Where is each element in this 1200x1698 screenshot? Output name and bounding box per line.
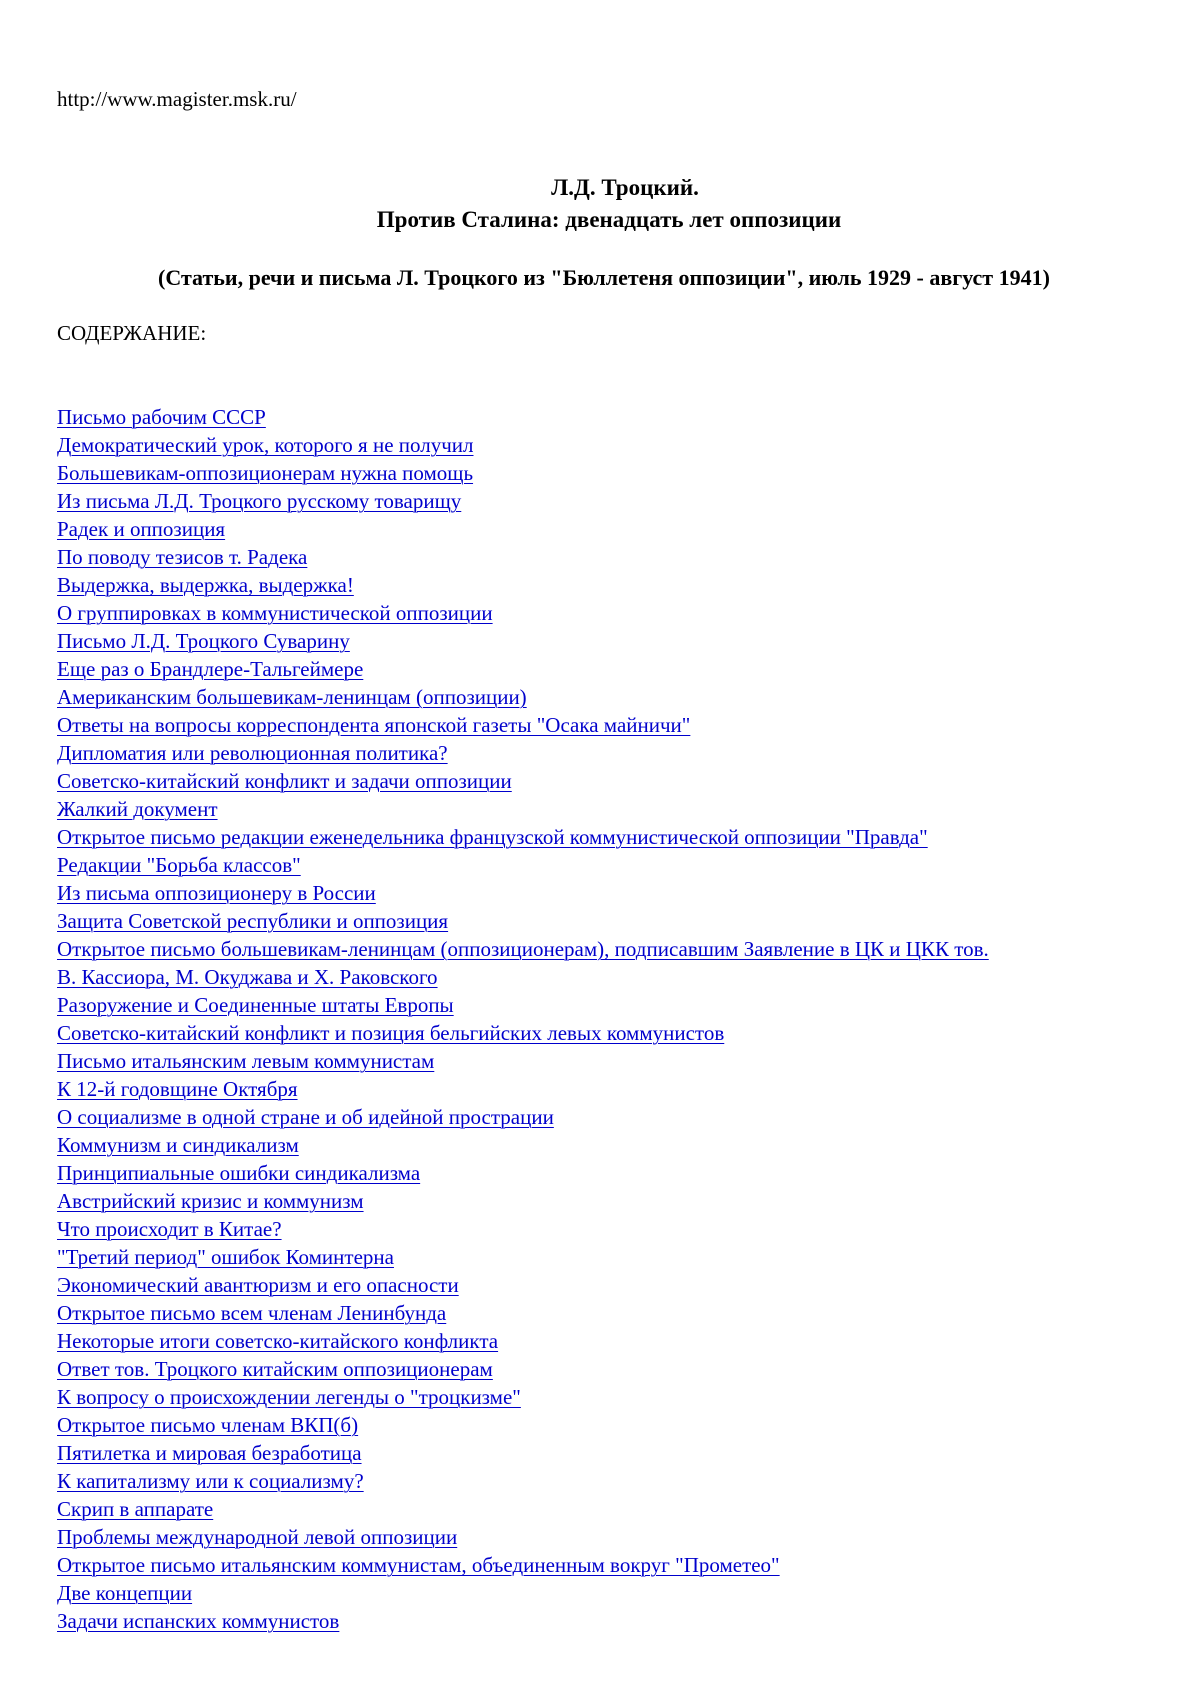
toc-link[interactable]: Письмо Л.Д. Троцкого Суварину (57, 629, 350, 653)
toc-item (57, 795, 1167, 823)
author-heading: Л.Д. Троцкий. (0, 174, 1200, 202)
toc-link[interactable]: Открытое письмо членам ВКП(б) (57, 1413, 358, 1437)
toc-item (57, 1383, 1167, 1411)
toc-link[interactable]: По поводу тезисов т. Радека (57, 545, 307, 569)
toc-link[interactable]: Открытое письмо итальянским коммунистам, объединенным вокруг "Прометео" (57, 1553, 780, 1577)
toc-item (57, 459, 1167, 487)
toc-item (57, 1243, 1167, 1271)
toc-item (57, 1019, 1167, 1047)
toc-item (57, 543, 1167, 571)
toc-link[interactable]: Ответ тов. Троцкого китайским оппозиционерам (57, 1357, 493, 1381)
toc-item (57, 431, 1167, 459)
toc-item (57, 683, 1167, 711)
toc-item (57, 767, 1167, 795)
toc-link[interactable]: Проблемы международной левой оппозиции (57, 1525, 457, 1549)
toc-item (57, 1607, 1167, 1635)
toc-item (57, 1299, 1167, 1327)
book-title: Против Сталина: двенадцать лет оппозиции (0, 206, 1200, 234)
toc-link[interactable]: Демократический урок, которого я не получил (57, 433, 473, 457)
toc-item (57, 1187, 1167, 1215)
toc-link[interactable]: Пятилетка и мировая безработица (57, 1441, 362, 1465)
toc-link[interactable]: В. Кассиора, М. Окуджава и Х. Раковского (57, 965, 438, 989)
toc-item (57, 1551, 1167, 1579)
table-of-contents (57, 403, 1167, 1635)
toc-item (57, 1103, 1167, 1131)
toc-link[interactable]: Письмо рабочим СССР (57, 405, 266, 429)
toc-link[interactable]: Из письма оппозиционеру в России (57, 881, 376, 905)
toc-item (57, 571, 1167, 599)
toc-link[interactable]: К 12-й годовщине Октября (57, 1077, 298, 1101)
toc-link[interactable]: Две концепции (57, 1581, 192, 1605)
toc-link[interactable]: Письмо итальянским левым коммунистам (57, 1049, 434, 1073)
toc-link[interactable]: Открытое письмо редакции еженедельника французской коммунистической оппозиции "Правда" (57, 825, 928, 849)
toc-item (57, 1131, 1167, 1159)
document-page (0, 0, 1200, 1698)
toc-link[interactable]: Защита Советской республики и оппозиция (57, 909, 448, 933)
toc-item (57, 403, 1167, 431)
toc-item (57, 1047, 1167, 1075)
toc-link[interactable]: Редакции "Борьба классов" (57, 853, 301, 877)
toc-item (57, 935, 1167, 963)
toc-item (57, 1355, 1167, 1383)
toc-link[interactable]: Скрип в аппарате (57, 1497, 213, 1521)
toc-link[interactable]: Ответы на вопросы корреспондента японской газеты "Осака майничи" (57, 713, 690, 737)
toc-item (57, 907, 1167, 935)
toc-item (57, 711, 1167, 739)
toc-link[interactable]: Задачи испанских коммунистов (57, 1609, 339, 1633)
toc-item (57, 1439, 1167, 1467)
toc-link[interactable]: О социализме в одной стране и об идейной прострации (57, 1105, 554, 1129)
toc-link[interactable]: Жалкий документ (57, 797, 218, 821)
title-block (0, 174, 1200, 234)
toc-link[interactable]: Экономический авантюризм и его опасности (57, 1273, 459, 1297)
toc-item (57, 1495, 1167, 1523)
toc-link[interactable]: К вопросу о происхождении легенды о "троцкизме" (57, 1385, 521, 1409)
toc-item (57, 1411, 1167, 1439)
toc-link[interactable]: Советско-китайский конфликт и позиция бельгийских левых коммунистов (57, 1021, 724, 1045)
toc-link[interactable]: "Третий период" ошибок Коминтерна (57, 1245, 394, 1269)
toc-link[interactable]: Американским большевикам-ленинцам (оппозиции) (57, 685, 527, 709)
toc-link[interactable]: Выдержка, выдержка, выдержка! (57, 573, 354, 597)
toc-link[interactable]: Что происходит в Китае? (57, 1217, 282, 1241)
toc-link[interactable]: Открытое письмо большевикам-ленинцам (оппозиционерам), подписавшим Заявление в ЦК и ЦКК тов. (57, 937, 989, 961)
toc-link[interactable]: Советско-китайский конфликт и задачи оппозиции (57, 769, 512, 793)
toc-link[interactable]: Разоружение и Соединенные штаты Европы (57, 993, 454, 1017)
toc-link[interactable]: Радек и оппозиция (57, 517, 225, 541)
toc-item (57, 851, 1167, 879)
toc-link[interactable]: К капитализму или к социализму? (57, 1469, 364, 1493)
toc-item (57, 1215, 1167, 1243)
toc-item (57, 963, 1167, 991)
toc-link[interactable]: Принципиальные ошибки синдикализма (57, 1161, 420, 1185)
toc-item (57, 515, 1167, 543)
toc-item (57, 1523, 1167, 1551)
toc-item (57, 991, 1167, 1019)
toc-item (57, 599, 1167, 627)
toc-link[interactable]: Открытое письмо всем членам Ленинбунда (57, 1301, 446, 1325)
toc-item (57, 823, 1167, 851)
toc-item (57, 487, 1167, 515)
toc-link[interactable]: Австрийский кризис и коммунизм (57, 1189, 364, 1213)
source-url: http://www.magister.msk.ru/ (57, 86, 297, 112)
toc-item (57, 1075, 1167, 1103)
toc-item (57, 1271, 1167, 1299)
toc-link[interactable]: Из письма Л.Д. Троцкого русскому товарищу (57, 489, 461, 513)
contents-heading: СОДЕРЖАНИЕ: (57, 320, 206, 346)
book-subtitle: (Статьи, речи и письма Л. Троцкого из "Бюллетеня оппозиции", июль 1929 - август 1941) (0, 264, 1200, 292)
toc-item (57, 1467, 1167, 1495)
toc-item (57, 1579, 1167, 1607)
toc-link[interactable]: Некоторые итоги советско-китайского конфликта (57, 1329, 498, 1353)
toc-item (57, 1159, 1167, 1187)
toc-link[interactable]: Большевикам-оппозиционерам нужна помощь (57, 461, 473, 485)
toc-link[interactable]: Дипломатия или революционная политика? (57, 741, 448, 765)
toc-item (57, 655, 1167, 683)
toc-item (57, 739, 1167, 767)
toc-link[interactable]: Еще раз о Брандлере-Тальгеймере (57, 657, 363, 681)
toc-link[interactable]: О группировках в коммунистической оппозиции (57, 601, 493, 625)
toc-item (57, 879, 1167, 907)
toc-item (57, 627, 1167, 655)
toc-item (57, 1327, 1167, 1355)
toc-link[interactable]: Коммунизм и синдикализм (57, 1133, 299, 1157)
